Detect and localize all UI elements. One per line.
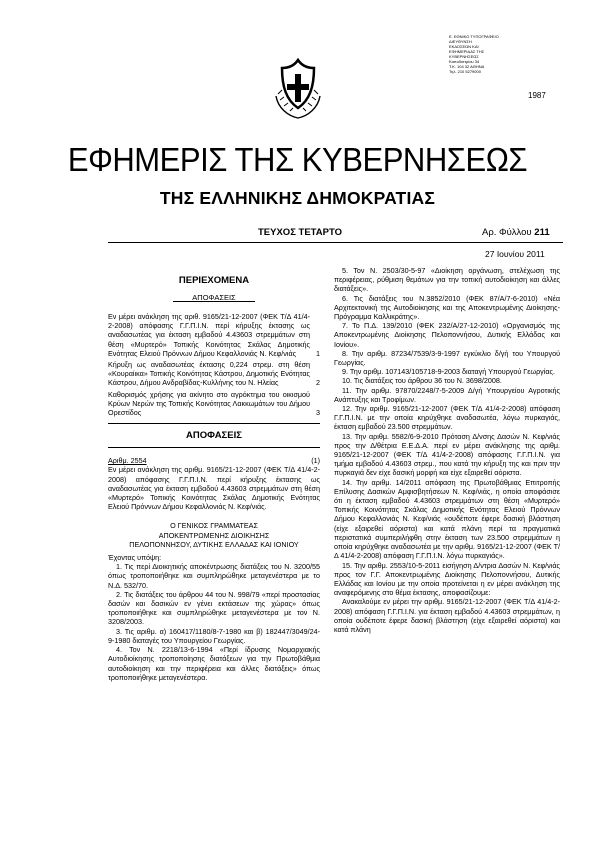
toc-item[interactable] xyxy=(108,360,320,388)
toc-item-text: Καθορισμός χρήσης για ακίνητο στο αγρόκτημα του οικισμού Κρύων Νερών της Τοπικής Κοινότητας Λακκωμάτων του Δήμου Ορεστίδος xyxy=(108,389,310,418)
decisions-heading: ΑΠΟΦΑΣΕΙΣ xyxy=(186,430,242,442)
issue-date: 27 Ιουνίου 2011 xyxy=(485,249,545,259)
paragraph: 5. Τον Ν. 2503/30-5-97 «Διοίκηση οργάνωση, στελέχωση της περιφέρειας, ρύθμιση θεμάτων για την τοπική αυτοδιοίκηση και άλλες διατάξεις». xyxy=(334,266,560,294)
toc-item-page: 2 xyxy=(316,378,320,388)
publisher-line: Τηλ. 210 5279000 xyxy=(449,69,481,74)
paragraph: 7. Το Π.Δ. 139/2010 (ΦΕΚ 232/Α/27-12-2010) «Οργανισμός της Αποκεντρωμένης Διοίκησης Πελοποννήσου, Δυτικής Ελλάδας και Ιονίου». xyxy=(334,321,560,349)
paragraph: 2. Τις διατάξεις του άρθρου 44 του Ν. 998/79 «περί προστασίας δασών και δασικών εν γένει εκτάσεων της χώρας» όπως τροποποιήθηκε και συμπληρώθηκε μεταγενέστερα με τον Ν. 3208/2003. xyxy=(108,589,320,627)
paragraph: 10. Τις διατάξεις του άρθρου 36 του Ν. 3698/2008. xyxy=(342,376,502,386)
section-rule xyxy=(108,447,320,448)
issue-label: ΤΕΥΧΟΣ ΤΕΤΑΡΤΟ xyxy=(258,227,342,238)
section-rule xyxy=(108,423,320,424)
authority-line: Ο ΓΕΝΙΚΟΣ ΓΡΑΜΜΑΤΕΑΣ xyxy=(170,521,258,531)
publisher-line: ΔΙΕΥΘΥΝΣΗ xyxy=(449,39,472,44)
paragraph: 12. Την αριθμ. 9165/21-12-2007 (ΦΕΚ Τ/Δ 41/4-2-2008) απόφαση Γ.Γ.Π.Ι.Ν. με την οποία κηρύχθηκε αναδασωτέα, λόγω πυρκαγιάς, έκταση εμβαδού 23.500 στρεμμάτων. xyxy=(334,404,560,432)
toc-item[interactable] xyxy=(108,312,320,358)
paragraph: 13. Την αριθμ. 5582/6-9-2010 Πρόταση Δ/νσης Δασών Ν. Κεφ/νιάς προς την Δ/θέτρια Ε.Ε.Δ.Α. περί εν μέρει ανάκλησης της αριθμ. 9165/21-12-2007 (ΦΕΚ Τ/Δ 41/4-2-2008) απόφασης Γ.Γ.Π.Ι.Ν. για τμήμα εμβαδού 4.43603 στρεμ., που κατά την κήρυξη της και πριν την πυρκαγιά δεν είχε δασική μορφή και είχε εξαιρεθεί αόριστα. xyxy=(334,431,560,478)
toc-item-page: 1 xyxy=(316,348,320,358)
authority-line: ΠΕΛΟΠΟΝΝΗΣΟΥ, ΔΥΤΙΚΗΣ ΕΛΛΑΔΑΣ ΚΑΙ ΙΟΝΙΟΥ xyxy=(129,539,299,549)
publisher-line: Τ.Κ. 104 32 ΑΘΗΝΑ xyxy=(449,64,485,69)
decision-number-row xyxy=(108,456,320,465)
toc-section-rule xyxy=(173,301,255,302)
gazette-title: ΕΦΗΜΕΡΙΣ ΤΗΣ ΚΥΒΕΡΝΗΣΕΩΣ xyxy=(67,141,528,178)
paragraph: 15. Την αριθμ. 2553/10-5-2011 εισήγηση Δ/ντρια Δασών Ν. Κεφ/νιάς προς τον Γ.Γ. Αποκεντρωμένης Διοίκησης Πελοποννήσου, Δυτικής Ελλάδας και Ιονίου με την οποία προτείνεται η εν μέρει ανάκληση της αναφερόμενης στο θέμα έκτασης, αποφασίζουμε: xyxy=(334,560,560,598)
sheet-number xyxy=(482,227,550,238)
publisher-line: Ε. ΕΘΝΙΚΟ ΤΥΠΟΓΡΑΦΕΙΟ xyxy=(449,34,499,39)
toc-item-text: Εν μέρει ανάκληση της αριθ. 9165/21-12-2007 (ΦΕΚ Τ/Δ 41/4-2-2008) απόφασης Γ.Γ.Π.Ι.Ν. περί κήρυξης έκτασης ως αναδασωτέας για έκταση εμβαδού 4.43603 στρεμμάτων στη θέση «Μυρτερό» Τοπικής Κοινότητας Σκάλας Δημοτικής Ενότητας Ελειού Πρόννων Δήμου Κεφαλλονιάς Ν. Κεφ/νιάς xyxy=(108,312,310,358)
left-column xyxy=(108,275,320,682)
toc-list xyxy=(108,312,320,417)
publisher-line: Καποδιστρίου 34 xyxy=(449,59,480,64)
publisher-line: ΕΦΗΜΕΡΙΔΑΣ ΤΗΣ ΚΥΒΕΡΝΗΣΕΩΣ xyxy=(449,49,485,59)
toc-item-page: 3 xyxy=(316,408,320,418)
sheet-value: 211 xyxy=(534,227,550,238)
page-number: 1987 xyxy=(528,91,546,100)
toc-section: ΑΠΟΦΑΣΕΙΣ xyxy=(192,293,236,302)
paragraph: 9. Την αριθμ. 107143/105718-9-2003 διαταγή Υπουργού Γεωργίας. xyxy=(342,367,555,377)
paragraph: Ανακαλούμε εν μέρει την αριθμ. 9165/21-12-2007 (ΦΕΚ Τ/Δ 41/4-2-2008) απόφαση Γ.Γ.Π.Ι.Ν. για έκταση εμβαδού 4.43603 στρεμμάτων, η οποία ουδέποτε έφερε δασική βλάστηση (είχε εξαιρεθεί αόριστα) και κατά πλάνη xyxy=(334,597,560,634)
authority-line: ΑΠΟΚΕΝΤΡΩΜΕΝΗΣ ΔΙΟΙΚΗΣΗΣ xyxy=(158,530,270,540)
greek-emblem-icon xyxy=(272,56,324,122)
header-rule xyxy=(108,242,563,243)
authority-block xyxy=(108,521,320,549)
paragraph: 3. Τις αριθμ. α) 160417/1180/8-7-1980 και β) 182447/3049/24-9-1980 διαταγές του Υπουργείου Γεωργίας. xyxy=(108,626,320,645)
paragraph: 11. Την αριθμ. 97870/2248/7-5-2009 Δ/γή Υπουργείου Αγροτικής Ανάπτυξης και Τροφίμων. xyxy=(334,385,560,404)
paragraph: 14. Την αριθμ. 14/2011 απόφαση της Πρωτοβάθμιας Επιτροπής Επίλυσης Δασικών Αμφισβητήσεων Ν. Κεφ/νιάς, η οποία αποφάσισε ότι η έκταση εμβαδού 4.43603 στρεμμάτων στη θέση «Μυρτερό» Τοπικής Κοινότητας Σκάλας Δημοτικής Ενότητας Ελειού Πρόννων Δήμου Κεφαλλονιάς Ν. Κεφ/νιάς «ουδέποτε έφερε δασική βλάστηση (είχε εξαιρεθεί αόριστα) και κατά πλάνη περί τα πραγματικά περιστατικά συμπεριλήφθη στην έκταση των 23.500 στρεμμάτων η οποία κηρύχθηκε αναδασωτέα με την αριθμ. 9165/21-12-2007 (ΦΕΚ Τ/Δ 41/4-2-2008) απόφαση Γ.Γ.Π.Ι.Ν. λόγω πυρκαγιάς». xyxy=(334,477,560,561)
toc-heading: ΠΕΡΙΕΧΟΜΕΝΑ xyxy=(178,275,250,286)
left-paragraphs xyxy=(108,562,320,682)
right-column xyxy=(334,266,560,634)
sheet-label: Αρ. Φύλλου xyxy=(482,227,532,238)
paragraph: 8. Την αριθμ. 87234/7539/3-9-1997 εγκύκλιο δ/γή του Υπουργού Γεωργίας. xyxy=(334,348,560,368)
paragraph: 1. Τις περί Διοικητικής αποκέντρωσης διατάξεις του Ν. 3200/55 όπως τροποποιήθηκε και συμπληρώθηκε μεταγενέστερα με το Ν.Δ. 532/70. xyxy=(108,562,320,590)
paragraph: 4. Τον Ν. 2218/13-6-1994 «Περί ίδρυσης Νομαρχιακής Αυτοδιοίκησης τροποποίησης διατάξεων για την Πρωτοβάθμια αυτοδιοίκηση και την περιφέρεια και άλλες διατάξεις» όπως τροποποιήθηκε μεταγενέστερα. xyxy=(108,645,320,682)
decision-title: Εν μέρει ανάκληση της αριθμ. 9165/21-12-2007 (ΦΕΚ Τ/Δ 41/4-2-2008) απόφασης Γ.Γ.Π.Ι.Ν. περί κήρυξης έκτασης ως αναδασωτέας για έκταση εμβαδού 4.43603 στρεμμάτων στη θέση «Μυρτερό» Τοπικής Κοινότητας Σκάλας Δημοτικής Ενότητας Ελειού Πρόννων Δήμου Κεφαλλονιάς Ν. Κεφ/νιάς. xyxy=(108,465,320,512)
paragraph: 6. Τις διατάξεις του Ν.3852/2010 (ΦΕΚ 87/Α/7-6-2010) «Νέα Αρχιτεκτονική της Αυτοδιοίκησης και της Αποκεντρωμένης Διοίκησης-Πρόγραμμα Καλλικράτης». xyxy=(334,293,560,322)
having-regard: Έχοντας υπόψη: xyxy=(108,553,162,563)
publisher-line: ΕΚΔΟΣΕΩΝ ΚΑΙ xyxy=(449,44,479,49)
decision-number: Αριθμ. 2554 xyxy=(108,456,147,466)
toc-item[interactable] xyxy=(108,390,320,418)
decision-marker: (1) xyxy=(311,456,320,466)
publisher-info xyxy=(449,34,505,74)
toc-item-text: Κήρυξη ως αναδασωτέας έκτασης 0,224 στρεμ. στη θέση «Κουραίικα» Τοπικής Κοινότητας Κάστρου, Δημοτικής Ενότητας Κάστρου, Δήμου Ανδραβίδας-Κυλλήνης του Ν. Ηλείας xyxy=(108,360,310,388)
gazette-subtitle: ΤΗΣ ΕΛΛΗΝΙΚΗΣ ΔΗΜΟΚΡΑΤΙΑΣ xyxy=(159,188,436,208)
